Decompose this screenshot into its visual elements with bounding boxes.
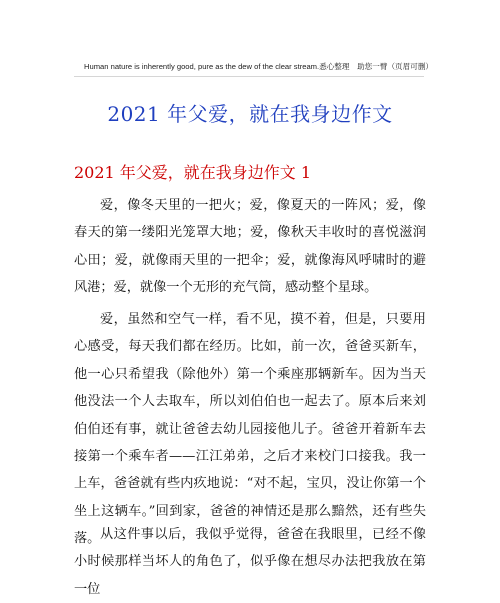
paragraph-1: 爱，像冬天里的一把火；爱，像夏天的一阵风；爱，像春天的第一缕阳光笼罩大地；爱，像秋天丰收时的喜悦滋润心田；爱，就像雨天里的一把伞；爱，就像海风呼啸时的避风港；爱，就像一个无形的充气筒，感动整个星球。 (74, 198, 426, 296)
page-header: Human nature is inherently good, pure as the dew of the clear stream.悉心整理 助您一臂（页眉可删） (84, 62, 434, 71)
document-title: 2021 年父爱，就在我身边作文 (107, 102, 393, 126)
header-divider (74, 76, 424, 77)
paragraph-2: 爱，虽然和空气一样，看不见，摸不着，但是，只要用心感受，每天我们都在经历。比如，前一次，爸爸买新车，他一心只希望我（除他外）第一个乘座那辆新车。因为当天他没法一个人去取车，所以刘伯伯也一起去了。原本后来刘伯伯还有事，就让爸爸去幼儿园接他儿子。爸爸开着新车去接第一个乘车者——江江弟弟，之后才来校门口接我。我一上车，爸爸就有些内疚地说：“对不起，宝贝，没让你第一个坐上这辆车。”回到家，爸爸的神情还是那么黯然，还有些失落。 (74, 312, 426, 547)
paragraph-3: 从这件事以后，我似乎觉得，爸爸在我眼里，已经不像小时候那样当坏人的角色了，似乎像在想尽办法把我放在第一位 (74, 527, 426, 597)
section-heading: 2021 年父爱，就在我身边作文 1 (74, 163, 312, 182)
